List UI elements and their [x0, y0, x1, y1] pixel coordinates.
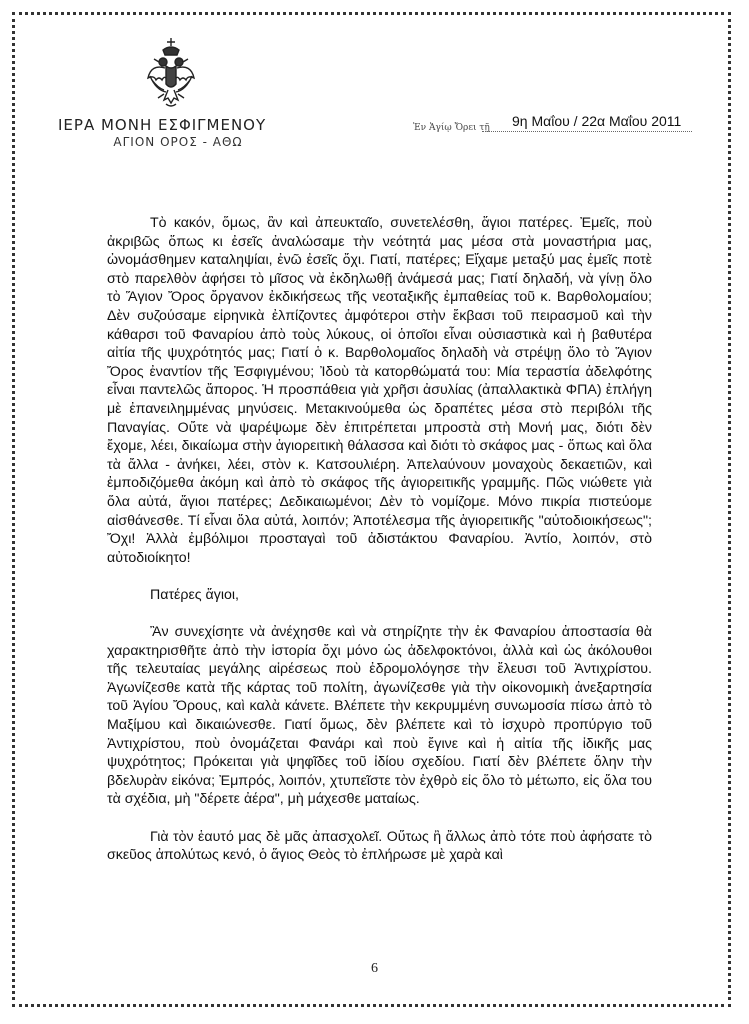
double-headed-eagle-icon — [146, 36, 196, 112]
date-dotted-rule — [482, 131, 692, 132]
body-paragraph: Γιὰ τὸν ἑαυτό μας δὲ μᾶς ἀπασχολεῖ. Οὕτως ἢ ἄλλως ἀπὸ τότε ποὺ ἀφήσατε τὸ σκεῦος ἀπολύτως κενό, ὁ ἅγιος Θεὸς τὸ ἐπλήρωσε μὲ χαρὰ καὶ — [107, 828, 652, 864]
date-label: Ἐν Ἁγίῳ Ὄρει τῇ — [413, 123, 490, 133]
monastery-name: ΙΕΡΑ ΜΟΝΗ ΕΣΦΙΓΜΕΝΟΥ — [58, 116, 267, 134]
letter-body — [107, 214, 652, 865]
salutation: Πατέρες ἅγιοι, — [150, 586, 239, 603]
body-paragraph: Ἂν συνεχίσητε νὰ ἀνέχησθε καὶ νὰ στηρίζητε τὴν ἐκ Φαναρίου ἀποστασία θὰ χαρακτηρισθῆτε ἀπὸ τὴν ἱστορία ὄχι μόνο ὡς ἀδελφοκτόνοι, ἀλλὰ καὶ ὡς ἀκόλουθοι τῆς τελευταίας μεγάλης αἱρέσεως ποὺ ἐδρομολόγησε τὴν ἔλευσι τοῦ Ἀντιχρίστου. Ἀγωνίζεσθε κατὰ τῆς κάρτας τοῦ πολίτη, ἀγωνίζεσθε γιὰ τὴν οἰκονομικὴ ἀνεξαρτησία τοῦ Ἁγίου Ὄρους, καὶ καλὰ κάνετε. Βλέπετε τὴν κεκρυμμένη συνωμοσία πίσω ἀπὸ τὸ Μαξίμου καὶ δικαιώνεσθε. Γιατί ὅμως, δὲν βλέπετε καὶ τὸ ἰσχυρὸ προπύργιο τοῦ Ἀντιχρίστου, ποὺ ὀνομάζεται Φανάρι καὶ ποὺ ἔγινε καὶ ἡ αἰτία τῆς ἰδικῆς μας ψυχρότητος; Πρόκειται γιὰ ψηφῖδες τοῦ ἰδίου σχεδίου. Γιατί δὲν βλέπετε ὅλην τὴν βδελυρὰν εἰκόνα; Ἐμπρός, λοιπόν, χτυπεῖστε τὸν ἐχθρὸ εἰς ὅλο τὸ μέτωπο, εἰς ὅλα του τὰ σχέδια, μὴ "δέρετε ἀέρα", μὴ μάχεσθε ματαίως. — [107, 624, 652, 808]
page-number: 6 — [371, 961, 378, 976]
monastery-location: ΑΓΙΟΝ ΟΡΟΣ - ΑΘΩ — [113, 135, 243, 149]
body-paragraph: Τὸ κακόν, ὅμως, ἂν καὶ ἀπευκταῖο, συνετελέσθη, ἅγιοι πατέρες. Ἐμεῖς, ποὺ ἀκριβῶς ὅπως κι ἐσεῖς ἀναλώσαμε τὴν νεότητά μας μέσα στὰ μοναστήρια μας, ὠνομάσθημεν καταληψίαι, ἐνῶ ἐσεῖς ὄχι. Γιατί, πατέρες; Εἴχαμε μεταξύ μας ἐμεῖς ποτὲ στὸ παρελθὸν ἀφήσει τὸ μῖσος νὰ ἐκδηλωθῇ ἀνάμεσά μας; Γιατί δηλαδή, νὰ γίνῃ ὅλο τὸ Ἅγιον Ὄρος ὄργανον ἐκδικήσεως τῆς νεοταξικῆς ἐμπαθείας τοῦ κ. Βαρθολομαίου; Δὲν συζούσαμε εἰρηνικὰ ἐλπίζοντες ἀμφότεροι στὴν ἔκβασι τοῦ πειρασμοῦ καὶ τὴν κάθαρσι τοῦ Φαναρίου ἀπὸ τοὺς λύκους, οἱ ὁποῖοι εἶναι οὐσιαστικὰ καὶ ἡ βαθυτέρα αἰτία τῆς ψυχρότητός μας; Γιατί ὁ κ. Βαρθολομαῖος δηλαδὴ νὰ στρέψῃ ὅλο τὸ Ἅγιον Ὄρος ἐναντίον τῆς Ἐσφιγμένου; Ἰδοὺ τὰ κατορθώματά του: Μία τεραστία ἀδελφότης εἶναι παντελῶς ἄπορος. Ἡ προσπάθεια γιὰ χρῆσι ἀσυλίας (ἀπαλλακτικὰ ΦΠΑ) ἐπλήγη μὲ ἐπανειλημμένας μηνύσεις. Μετακινούμεθα ὡς δραπέτες μέσα στὸ περιβόλι τῆς Παναγίας. Οὔτε νὰ ψαρέψωμε δὲν ἐπιτρέπεται μπροστὰ στὴ Μονή μας, διότι δὲν ἔχομε, λέει, δικαίωμα στὴν ἁγιορειτικὴ θάλασσα καὶ διότι τὸ σκάφος μας - ὅπως καὶ ὅλα τὰ ἄλλα - ἀνήκει, λέει, στὸν κ. Κατσουλιέρη. Ἀπελαύνουν μοναχοὺς δεκαετιῶν, καὶ ἐμποδιζόμεθα ἀκόμη καὶ ἀπὸ τὸ σκάφος τῆς ἁγιορειτικῆς γραμμῆς. Πῶς νιώθετε γιὰ ὅλα αὐτά, ἅγιοι πατέρες; Δεδικαιωμένοι; Δὲν τὸ νομίζομε. Μόνο πικρία πιστεύομε αἰσθάνεσθε. Τί εἶναι ὅλα αὐτά, λοιπόν; Ἀποτέλεσμα τῆς ἁγιορειτικῆς "αὐτοδιοικήσεως"; Ὄχι! Ἀλλὰ ἐμβόλιμοι προσταγαὶ τοῦ ἀδιστάκτου Φαναρίου. Ἀντίο, λοιπόν, στὸ αὐτοδιοίκητο! — [107, 215, 652, 566]
letter-date: 9η Μαΐου / 22α Μαΐου 2011 — [512, 113, 682, 129]
